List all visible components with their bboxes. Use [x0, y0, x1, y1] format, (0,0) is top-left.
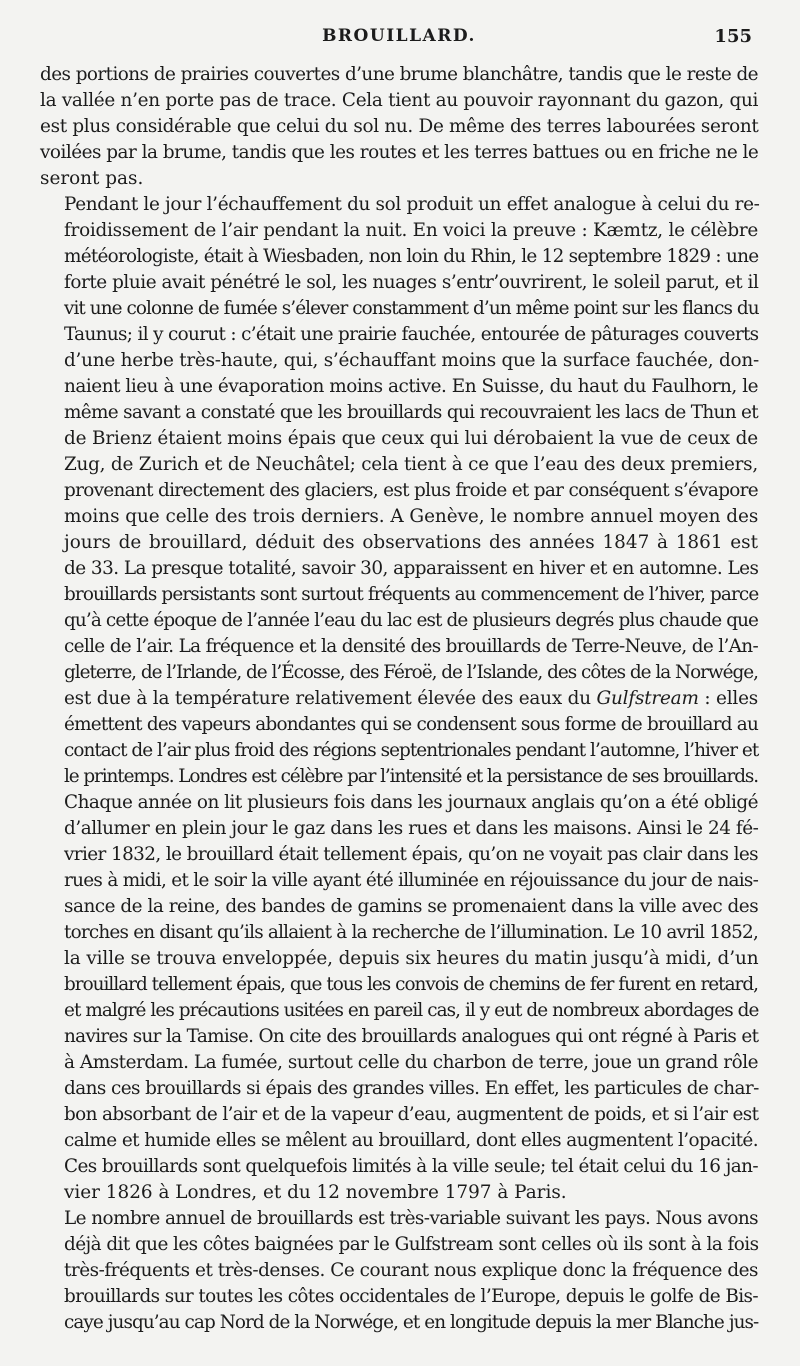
text-line: vrier 1832, le brouillard était tellement épais, qu’on ne voyait pas clair dans les [64, 844, 758, 865]
text-line: et malgré les précautions usitées en pareil cas, il y eut de nombreux abordages de [64, 1000, 759, 1021]
text-line: voilées par la brume, tandis que les routes et les terres battues ou en friche ne le [40, 142, 759, 163]
text-line: froidissement de l’air pendant la nuit. En voici la preuve : Kæmtz, le célèbre [64, 220, 758, 241]
text-line: seront pas. [40, 168, 144, 189]
text-line: le printemps. Londres est célèbre par l’intensité et la persistance de ses brouillards. [64, 766, 758, 787]
text-line: Zug, de Zurich et de Neuchâtel; cela tient à ce que l’eau des deux premiers, [64, 454, 758, 475]
page-number: 155 [714, 26, 752, 47]
text-line: Ces brouillards sont quelquefois limités à la ville seule; tel était celui du 16 jan- [64, 1156, 759, 1177]
text-line: à Amsterdam. La fumée, surtout celle du charbon de terre, joue un grand rôle [64, 1052, 759, 1073]
text-line: moins que celle des trois derniers. A Genève, le nombre annuel moyen des [64, 506, 759, 527]
text-line: d’allumer en plein jour le gaz dans les rues et dans les maisons. Ainsi le 24 fé- [64, 818, 759, 839]
text-line: la ville se trouva enveloppée, depuis six heures du matin jusqu’à midi, d’un [64, 948, 759, 969]
text-line: sance de la reine, des bandes de gamins se promenaient dans la ville avec des [64, 896, 759, 917]
text-line: brouillard tellement épais, que tous les convois de chemins de fer furent en retard, [64, 974, 758, 995]
text-line: est plus considérable que celui du sol nu. De même des terres labourées seront [40, 116, 759, 137]
text-line: navires sur la Tamise. On cite des brouillards analogues qui ont régné à Paris et [64, 1026, 759, 1047]
text-line: gleterre, de l’Irlande, de l’Écosse, des Féroë, de l’Islande, des côtes de la Norwége, [64, 662, 758, 683]
text-line: météorologiste, était à Wiesbaden, non loin du Rhin, le 12 septembre 1829 : une [64, 246, 759, 267]
text-line: émettent des vapeurs abondantes qui se condensent sous forme de brouillard au [64, 714, 758, 735]
paragraph [40, 192, 758, 1206]
text-line: caye jusqu’au cap Nord de la Norwége, et en longitude depuis la mer Blanche jus- [64, 1312, 759, 1333]
text-line: provenant directement des glaciers, est plus froide et par conséquent s’évapore [64, 480, 758, 501]
text-line: très-fréquents et très-denses. Ce courant nous explique donc la fréquence des [64, 1260, 758, 1281]
text-line: même savant a constaté que les brouillards qui recouvraient les lacs de Thun et [64, 402, 758, 423]
running-header [40, 26, 758, 52]
text-line: vit une colonne de fumée s’élever constamment d’un même point sur les flancs du [64, 298, 759, 319]
text-line: Pendant le jour l’échauffement du sol produit un effet analogue à celui du re- [64, 194, 760, 215]
text-line: torches en disant qu’ils allaient à la recherche de l’illumination. Le 10 avril 1852, [64, 922, 758, 943]
text-line: de Brienz étaient moins épais que ceux qui lui dérobaient la vue de ceux de [64, 428, 758, 449]
text-line: Chaque année on lit plusieurs fois dans les journaux anglais qu’on a été obligé [64, 792, 759, 813]
text-line: dans ces brouillards si épais des grandes villes. En effet, les particules de char- [64, 1078, 759, 1099]
text-line: qu’à cette époque de l’année l’eau du lac est de plusieurs degrés plus chaude que [64, 610, 759, 631]
text-line: bon absorbant de l’air et de la vapeur d’eau, augmentent de poids, et si l’air est [64, 1104, 759, 1125]
text-line: des portions de prairies couvertes d’une brume blanchâtre, tandis que le reste de [40, 64, 758, 85]
text-line: rues à midi, et le soir la ville ayant été illuminée en réjouissance du jour de nais- [64, 870, 759, 891]
text-line: celle de l’air. La fréquence et la densité des brouillards de Terre-Neuve, de l’An- [64, 636, 758, 657]
text-line: de 33. La presque totalité, savoir 30, apparaissent en hiver et en automne. Les [64, 558, 759, 579]
text-line: Taunus; il y courut : c’était une prairie fauchée, entourée de pâturages couverts [64, 324, 759, 345]
text-line: naient lieu à une évaporation moins active. En Suisse, du haut du Faulhorn, le [64, 376, 759, 397]
text-line: Le nombre annuel de brouillards est très-variable suivant les pays. Nous avons [64, 1208, 758, 1229]
running-title: BROUILLARD. [322, 26, 476, 46]
text-line: est due à la température relativement élevée des eaux du Gulfstream : elles [64, 688, 758, 709]
text-line: forte pluie avait pénétré le sol, les nuages s’entr’ouvrirent, le soleil parut, et il [64, 272, 759, 293]
text-line: d’une herbe très-haute, qui, s’échauffant moins que la surface fauchée, don- [64, 350, 759, 371]
paragraph [40, 1206, 758, 1336]
text-line: jours de brouillard, déduit des observations des années 1847 à 1861 est [64, 532, 758, 553]
text-line: la vallée n’en porte pas de trace. Cela tient au pouvoir rayonnant du gazon, qui [40, 90, 759, 111]
text-line: brouillards sur toutes les côtes occidentales de l’Europe, depuis le golfe de Bis- [64, 1286, 758, 1307]
text-line: vier 1826 à Londres, et du 12 novembre 1797 à Paris. [64, 1182, 567, 1203]
text-line: calme et humide elles se mêlent au brouillard, dont elles augmentent l’opacité. [64, 1130, 758, 1151]
text-line: brouillards persistants sont surtout fréquents au commencement de l’hiver, parce [64, 584, 759, 605]
paragraph [40, 62, 758, 192]
text-line: contact de l’air plus froid des régions septentrionales pendant l’automne, l’hiver et [64, 740, 759, 761]
body-text [40, 62, 758, 1336]
text-line: déjà dit que les côtes baignées par le Gulfstream sont celles où ils sont à la fois [64, 1234, 759, 1255]
